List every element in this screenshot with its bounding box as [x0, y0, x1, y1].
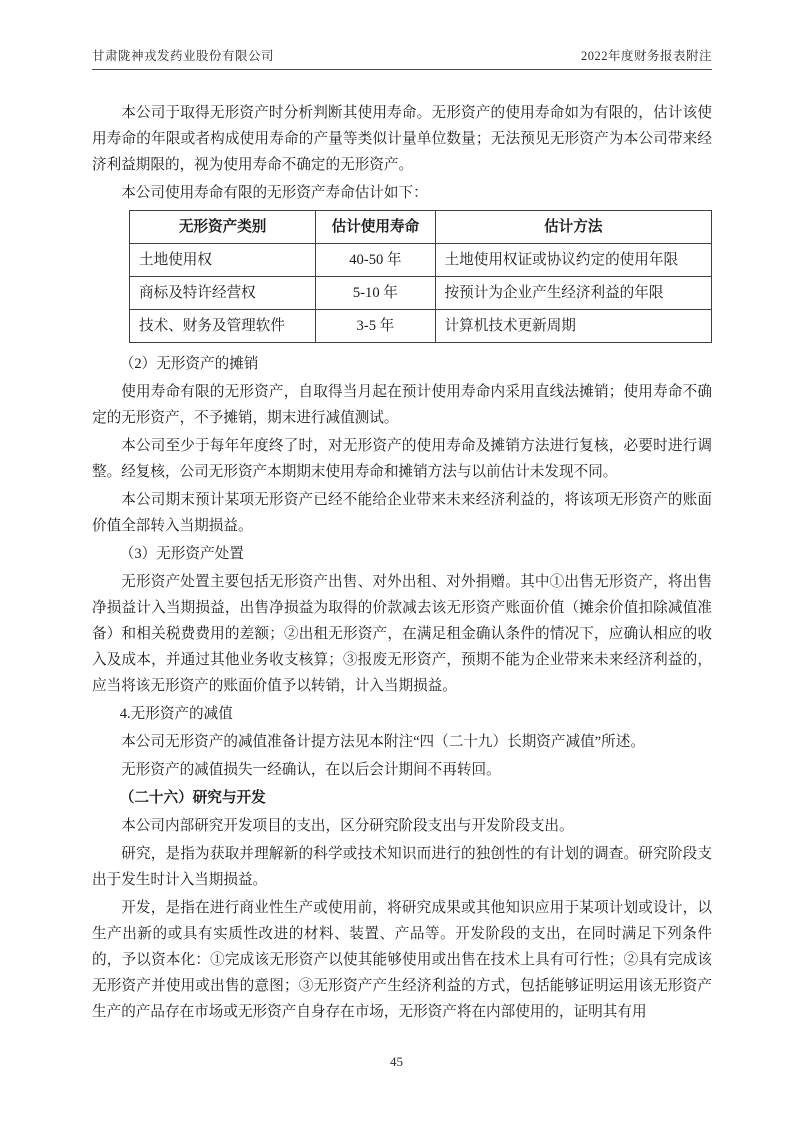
heading-impairment: 4.无形资产的减值 — [119, 706, 233, 722]
page-header — [92, 46, 712, 70]
paragraph-amortization-method: 使用寿命有限的无形资产，自取得当月起在预计使用寿命内采用直线法摊销；使用寿命不确定的无形资产，不予摊销，期末进行减值测试。 — [92, 384, 712, 426]
report-title: 2022年度财务报表附注 — [580, 49, 712, 63]
table-cell: 3-5 年 — [316, 310, 435, 343]
paragraph-carrying-value-transfer: 本公司期末预计某项无形资产已经不能给企业带来未来经济利益的，将该项无形资产的账面价值全部转入当期损益。 — [92, 492, 712, 534]
paragraph-useful-life-intro: 本公司于取得无形资产时分析判断其使用寿命。无形资产的使用寿命如为有限的，估计该使用寿命的年限或者构成使用寿命的产量等类似计量单位数量；无法预见无形资产为本公司带来经济利益期限的，视为使用寿命不确定的无形资产。 — [92, 105, 712, 173]
heading-disposal: （3）无形资产处置 — [119, 546, 244, 562]
paragraph-impairment-no-reversal: 无形资产的减值损失一经确认，在以后会计期间不再转回。 — [121, 762, 501, 778]
table-cell: 土地使用权 — [130, 244, 316, 277]
paragraph-disposal-detail: 无形资产处置主要包括无形资产出售、对外出租、对外捐赠。其中①出售无形资产，将出售净损益计入当期损益，出售净损益为取得的价款减去该无形资产账面价值（摊余价值扣除减值准备）和相关税费费用的差额；②出租无形资产，在满足租金确认条件的情况下，应确认相应的收入及成本，并通过其他业务收支核算；③报废无形资产，预期不能为企业带来未来经济利益的，应当将该无形资产的账面价值予以转销，计入当期损益。 — [92, 574, 712, 694]
table-cell: 技术、财务及管理软件 — [130, 310, 316, 343]
heading-research-development: （二十六）研究与开发 — [119, 790, 266, 806]
page-footer — [0, 1054, 793, 1070]
table-cell: 按预计为企业产生经济利益的年限 — [435, 277, 711, 310]
paragraph-research-definition: 研究，是指为获取并理解新的科学或技术知识而进行的独创性的有计划的调查。研究阶段支出于发生时计入当期损益。 — [92, 846, 712, 888]
paragraph-impairment-method: 本公司无形资产的减值准备计提方法见本附注“四（二十九）长期资产减值”所述。 — [121, 734, 645, 750]
table-header-row — [130, 211, 712, 244]
table-cell: 计算机技术更新周期 — [435, 310, 711, 343]
table-header-estimated-life: 估计使用寿命 — [316, 211, 435, 244]
paragraph-rnd-split: 本公司内部研究开发项目的支出，区分研究阶段支出与开发阶段支出。 — [121, 818, 574, 834]
table-header-estimation-method: 估计方法 — [435, 211, 711, 244]
table-cell: 土地使用权证或协议约定的使用年限 — [435, 244, 711, 277]
table-header-asset-type: 无形资产类别 — [130, 211, 316, 244]
paragraph-annual-review: 本公司至少于每年年度终了时，对无形资产的使用寿命及摊销方法进行复核，必要时进行调整。经复核，公司无形资产本期期末使用寿命和摊销方法与以前估计未发现不同。 — [92, 438, 712, 480]
table-cell: 商标及特许经营权 — [130, 277, 316, 310]
company-name: 甘肃陇神戎发药业股份有限公司 — [92, 49, 275, 63]
table-row — [130, 310, 712, 343]
table-row — [130, 277, 712, 310]
heading-amortization: （2）无形资产的摊销 — [119, 356, 259, 372]
paragraph-table-lead-in: 本公司使用寿命有限的无形资产寿命估计如下： — [121, 185, 428, 201]
document-body — [92, 100, 712, 1025]
table-row — [130, 244, 712, 277]
paragraph-development-definition: 开发，是指在进行商业性生产或使用前，将研究成果或其他知识应用于某项计划或设计，以生产出新的或具有实质性改进的材料、装置、产品等。开发阶段的支出，在同时满足下列条件的，予以资本化：①完成该无形资产以使其能够使用或出售在技术上具有可行性；②具有完成该无形资产并使用或出售的意图；③无形资产产生经济利益的方式，包括能够证明运用该无形资产生产的产品存在市场或无形资产自身存在市场，无形资产将在内部使用的，证明其有用 — [92, 900, 712, 1020]
table-cell: 40-50 年 — [316, 244, 435, 277]
page-number: 45 — [390, 1054, 403, 1069]
table-cell: 5-10 年 — [316, 277, 435, 310]
useful-life-table — [129, 210, 712, 343]
